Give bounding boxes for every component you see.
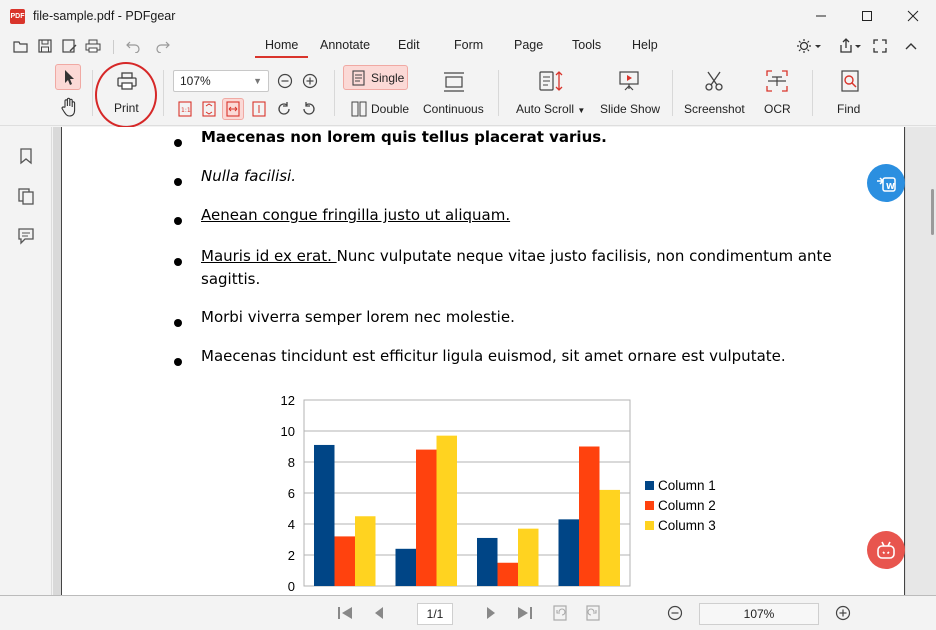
screenshot-button[interactable]: Screenshot bbox=[684, 102, 745, 116]
bar bbox=[498, 563, 519, 586]
zoom-in-button[interactable] bbox=[301, 72, 319, 90]
list-item: Morbi viverra semper lorem nec molestie. bbox=[201, 308, 515, 326]
ribbon-divider bbox=[92, 70, 93, 116]
single-label: Single bbox=[371, 71, 405, 85]
rotate-right-icon bbox=[276, 101, 292, 117]
list-item: Aenean congue fringilla justo ut aliquam. bbox=[201, 206, 511, 224]
zoom-in-icon bbox=[835, 605, 851, 621]
auto-scroll-button[interactable] bbox=[516, 102, 585, 116]
bar bbox=[600, 490, 621, 586]
continuous-button[interactable]: Continuous bbox=[423, 102, 484, 116]
zoom-out-button[interactable] bbox=[276, 72, 294, 90]
bookmark-icon bbox=[17, 147, 35, 165]
fit-width-icon bbox=[223, 99, 243, 119]
comment-icon bbox=[17, 227, 35, 245]
go-back-icon bbox=[552, 605, 568, 621]
actual-size-icon bbox=[178, 101, 192, 117]
svg-text:W: W bbox=[886, 182, 895, 191]
ribbon-divider bbox=[498, 70, 499, 116]
bar bbox=[335, 536, 356, 586]
menu-divider bbox=[113, 40, 114, 54]
auto-scroll-label: Auto Scroll bbox=[516, 102, 575, 116]
open-file-button[interactable] bbox=[12, 37, 30, 55]
zoom-in-icon bbox=[302, 73, 318, 89]
y-tick-label: 12 bbox=[280, 395, 295, 408]
previous-page-button[interactable] bbox=[370, 604, 388, 622]
bar bbox=[314, 445, 335, 586]
vertical-scrollbar[interactable] bbox=[906, 127, 936, 595]
list-bullet bbox=[174, 139, 182, 147]
save-button[interactable] bbox=[36, 37, 54, 55]
print-highlight-circle bbox=[95, 62, 157, 128]
close-button[interactable] bbox=[890, 0, 936, 32]
find-icon bbox=[836, 68, 864, 94]
ribbon-divider bbox=[163, 70, 164, 116]
ocr-icon bbox=[763, 68, 791, 94]
ribbon-divider bbox=[334, 70, 335, 116]
double-page-icon bbox=[350, 100, 368, 118]
double-page-button[interactable]: Double bbox=[371, 102, 410, 116]
single-page-button[interactable] bbox=[343, 65, 408, 90]
list-bullet bbox=[174, 358, 182, 366]
fit-width-button[interactable] bbox=[222, 98, 244, 120]
list-bullet bbox=[174, 258, 182, 266]
save-as-icon bbox=[62, 39, 77, 53]
app-logo: PDF bbox=[10, 9, 25, 24]
convert-to-word-button[interactable] bbox=[867, 164, 905, 202]
scrollbar-thumb[interactable] bbox=[931, 189, 934, 235]
previous-page-icon bbox=[371, 605, 387, 621]
rotate-left-icon bbox=[301, 101, 317, 117]
list-item: Nulla facilisi. bbox=[201, 167, 296, 185]
bottom-zoom-out-button[interactable] bbox=[666, 604, 684, 622]
tab-home[interactable]: Home bbox=[265, 38, 299, 52]
chevron-down-icon: ▼ bbox=[253, 76, 262, 86]
pages-icon bbox=[17, 187, 35, 205]
legend-label: Column 1 bbox=[658, 478, 716, 493]
legend-swatch bbox=[645, 481, 654, 490]
last-page-icon bbox=[517, 605, 533, 621]
bar bbox=[396, 549, 417, 586]
bookmark-button[interactable] bbox=[17, 147, 35, 165]
maximize-icon bbox=[861, 10, 873, 22]
bottom-zoom-in-button[interactable] bbox=[834, 604, 852, 622]
minimize-icon bbox=[815, 10, 827, 22]
list-item: Maecenas tincidunt est efficitur ligula euismod, sit amet ornare est vulputate. bbox=[201, 347, 786, 365]
ai-assistant-button[interactable] bbox=[867, 531, 905, 569]
hand-tool-button[interactable] bbox=[58, 96, 80, 118]
left-sidebar bbox=[0, 127, 52, 630]
quick-print-button[interactable] bbox=[84, 37, 102, 55]
folder-open-icon bbox=[13, 39, 29, 53]
save-as-button[interactable] bbox=[60, 37, 78, 55]
collapse-ribbon-button[interactable] bbox=[901, 37, 921, 55]
go-back-button[interactable] bbox=[551, 604, 569, 622]
undo-icon bbox=[125, 39, 141, 53]
rotate-right-button[interactable] bbox=[275, 100, 293, 118]
last-page-button[interactable] bbox=[516, 604, 534, 622]
page-number-field[interactable]: 1/1 bbox=[417, 603, 453, 625]
list-bullet bbox=[174, 217, 182, 225]
fit-height-button[interactable] bbox=[250, 100, 268, 118]
find-button[interactable]: Find bbox=[837, 102, 861, 116]
printer-icon bbox=[85, 39, 101, 53]
bottom-navigation-bar bbox=[0, 595, 936, 630]
continuous-icon bbox=[440, 70, 468, 94]
zoom-value: 107% bbox=[180, 74, 211, 88]
cursor-arrow-icon bbox=[56, 65, 80, 89]
go-forward-button[interactable] bbox=[584, 604, 602, 622]
first-page-icon bbox=[337, 605, 353, 621]
fullscreen-button[interactable] bbox=[870, 37, 890, 55]
zoom-out-icon bbox=[667, 605, 683, 621]
hand-icon bbox=[60, 97, 78, 117]
chevron-up-icon bbox=[904, 41, 918, 51]
tab-page[interactable]: Page bbox=[514, 38, 544, 52]
go-forward-icon bbox=[585, 605, 601, 621]
body-text: Nunc vulputate neque vitae justo facilisis, non condimentum ante bbox=[336, 247, 832, 265]
bar bbox=[579, 447, 600, 587]
first-page-button[interactable] bbox=[336, 604, 354, 622]
actual-size-button[interactable] bbox=[176, 100, 194, 118]
single-page-icon bbox=[352, 70, 366, 86]
ribbon-divider bbox=[812, 70, 813, 116]
convert-word-icon bbox=[874, 172, 898, 194]
list-item-continuation: sagittis. bbox=[201, 270, 261, 288]
ocr-button[interactable]: OCR bbox=[764, 102, 791, 116]
next-page-icon bbox=[483, 605, 499, 621]
rotate-left-button[interactable] bbox=[300, 100, 318, 118]
maximize-button[interactable] bbox=[844, 0, 890, 32]
save-icon bbox=[38, 39, 52, 53]
underlined-text: Mauris id ex erat. bbox=[201, 247, 337, 265]
legend-label: Column 2 bbox=[658, 498, 716, 513]
thumbnails-button[interactable] bbox=[17, 187, 35, 205]
y-tick-label: 8 bbox=[287, 455, 295, 470]
redo-icon bbox=[155, 39, 171, 53]
y-tick-label: 6 bbox=[287, 486, 295, 501]
share-button[interactable] bbox=[836, 37, 864, 55]
slide-show-icon bbox=[615, 68, 643, 94]
scissors-icon bbox=[700, 68, 728, 94]
y-tick-label: 0 bbox=[287, 579, 295, 594]
tab-annotate[interactable]: Annotate bbox=[320, 38, 371, 52]
sun-icon bbox=[796, 38, 822, 54]
menu-bar bbox=[0, 32, 936, 60]
comments-button[interactable] bbox=[17, 227, 35, 245]
y-tick-label: 4 bbox=[287, 517, 295, 532]
share-icon bbox=[838, 38, 862, 54]
fit-page-icon bbox=[202, 101, 216, 117]
close-icon bbox=[907, 10, 919, 22]
fit-height-icon bbox=[252, 101, 266, 117]
redo-button[interactable] bbox=[154, 37, 172, 55]
bottom-zoom-field[interactable]: 107% bbox=[699, 603, 819, 625]
zoom-out-icon bbox=[277, 73, 293, 89]
bar bbox=[559, 519, 580, 586]
list-item: Maecenas non lorem quis tellus placerat varius. bbox=[201, 128, 607, 146]
legend-swatch bbox=[645, 501, 654, 510]
title-bar bbox=[0, 0, 936, 32]
pdf-page bbox=[61, 127, 905, 595]
legend-label: Column 3 bbox=[658, 518, 716, 533]
y-tick-label: 10 bbox=[280, 424, 295, 439]
bar bbox=[477, 538, 498, 586]
slide-show-button[interactable]: Slide Show bbox=[600, 102, 661, 116]
tab-edit[interactable]: Edit bbox=[398, 38, 420, 52]
tab-help[interactable]: Help bbox=[632, 38, 658, 52]
next-page-button[interactable] bbox=[482, 604, 500, 622]
zoom-select[interactable] bbox=[173, 70, 269, 92]
auto-scroll-icon bbox=[537, 68, 565, 94]
tab-tools[interactable]: Tools bbox=[572, 38, 602, 52]
bar bbox=[355, 516, 376, 586]
bar bbox=[518, 529, 539, 586]
tab-form[interactable]: Form bbox=[454, 38, 484, 52]
svg-text:1:1: 1:1 bbox=[181, 107, 191, 114]
bar bbox=[416, 450, 437, 586]
select-tool-button[interactable] bbox=[55, 64, 81, 90]
list-item bbox=[201, 247, 832, 265]
robot-icon bbox=[874, 539, 898, 561]
fit-page-button[interactable] bbox=[200, 100, 218, 118]
caret-down-icon: ▼ bbox=[577, 106, 586, 115]
undo-button[interactable] bbox=[124, 37, 142, 55]
bar-chart bbox=[272, 395, 742, 595]
list-bullet bbox=[174, 178, 182, 186]
document-viewer[interactable] bbox=[53, 127, 906, 595]
bar bbox=[437, 436, 458, 586]
ribbon-divider bbox=[672, 70, 673, 116]
y-tick-label: 2 bbox=[287, 548, 295, 563]
theme-button[interactable] bbox=[794, 37, 824, 55]
print-label: Print bbox=[114, 101, 139, 115]
legend-swatch bbox=[645, 521, 654, 530]
list-bullet bbox=[174, 319, 182, 327]
minimize-button[interactable] bbox=[798, 0, 844, 32]
window-title: file-sample.pdf - PDFgear bbox=[33, 9, 176, 23]
fullscreen-icon bbox=[873, 39, 887, 53]
